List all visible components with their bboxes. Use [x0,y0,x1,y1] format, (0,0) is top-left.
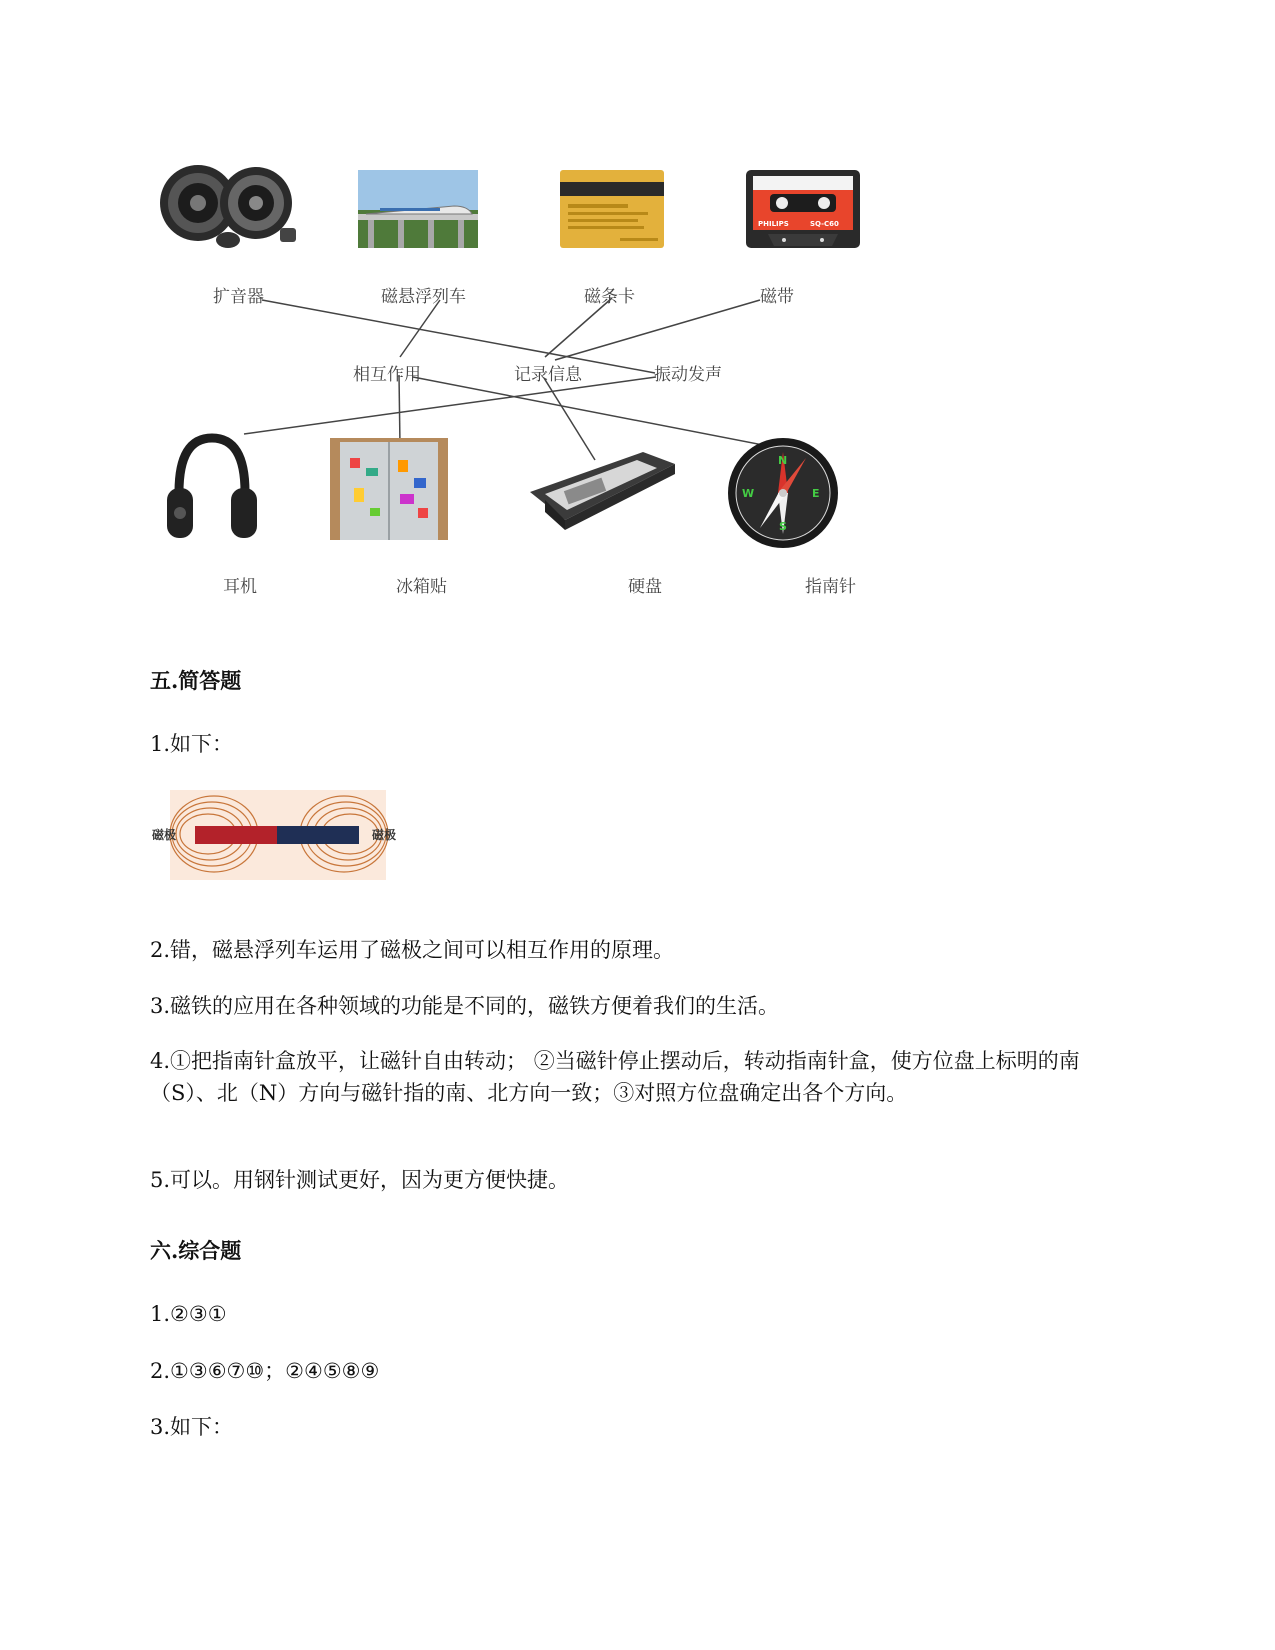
label-record-info: 记录信息 [514,365,582,385]
cassette-brand: PHILIPS [758,220,789,228]
label-magnetic-card: 磁条卡 [584,287,635,307]
label-headphones: 耳机 [223,577,257,597]
section-6-q2: 2.①③⑥⑦⑩；②④⑤⑧⑨ [150,1359,380,1383]
line-maglev-interaction [400,300,440,357]
compass-letter-e: E [812,487,820,500]
section-5-q1: 1.如下： [150,732,234,756]
label-compass: 指南针 [805,577,856,597]
section-5-q5: 5.可以。用钢针测试更好，因为更方便快捷。 [150,1168,570,1192]
cassette-model: SQ-C60 [810,220,839,228]
magnet-right-pole-label: 磁极 [372,828,397,842]
line-amplifier-vibrate [262,300,655,373]
label-interaction: 相互作用 [353,365,421,385]
label-tape: 磁带 [760,287,794,307]
section-6-q1: 1.②③① [150,1302,227,1326]
hard-disk-image [525,434,680,534]
compass-image [726,436,840,550]
section-6-q3: 3.如下： [150,1415,234,1439]
compass-letter-s: S [779,520,787,533]
line-fridge-interaction [399,375,400,446]
section-5-title: 五.简答题 [150,668,242,693]
line-card-record [545,298,612,357]
compass-letter-n: N [778,454,788,467]
fridge-magnets-image [330,438,448,540]
magnet-field-figure [150,786,410,882]
magnet-left-pole-label: 磁极 [152,828,177,842]
label-amplifier: 扩音器 [213,287,264,307]
section-5-q4: 4.①把指南针盒放平，让磁针自由转动； ②当磁针停止摆动后，转动指南针盒，使方位盘上标明的南（S）、北（N）方向与磁针指的南、北方向一致；③对照方位盘确定出各个方向。 [150,1049,1080,1105]
headphones-image [165,432,259,544]
line-tape-record [555,300,760,360]
label-fridge-magnet: 冰箱贴 [396,577,447,597]
section-5-q3: 3.磁铁的应用在各种领域的功能是不同的，磁铁方便着我们的生活。 [150,994,780,1018]
compass-letter-w: W [742,487,755,500]
section-5-q2: 2.错，磁悬浮列车运用了磁极之间可以相互作用的原理。 [150,938,675,962]
section-6-title: 六.综合题 [150,1238,242,1263]
matching-figure [0,0,1275,600]
line-headphones-vibrate [244,377,656,434]
label-vibrate-sound: 振动发声 [654,365,722,385]
label-maglev-train: 磁悬浮列车 [381,287,466,307]
label-hard-disk: 硬盘 [628,577,662,597]
